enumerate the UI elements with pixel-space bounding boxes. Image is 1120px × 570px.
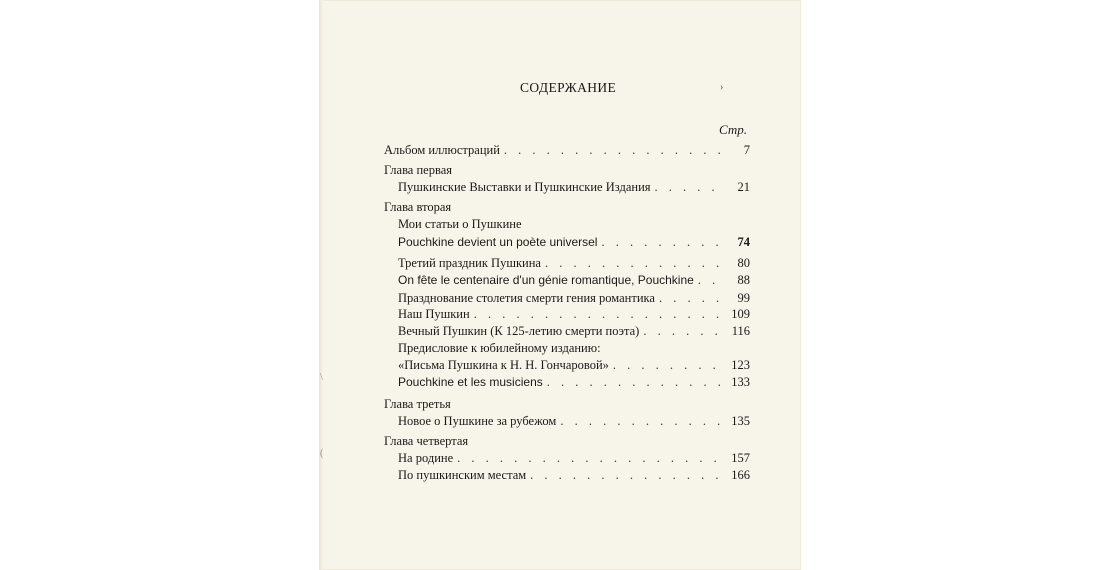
toc-entry-title: «Письма Пушкина к Н. Н. Гончаровой» [398, 358, 609, 372]
toc-entry [398, 467, 750, 483]
toc-entry [398, 234, 750, 250]
toc-entry-title: Наш Пушкин [398, 307, 470, 321]
toc-entry-page: 7 [743, 143, 750, 157]
toc-entry [398, 272, 750, 288]
toc-entry [398, 306, 750, 322]
toc-entry-title: Вечный Пушкин (К 125-летию смерти поэта) [398, 324, 640, 338]
toc-subheading [398, 216, 750, 232]
page-gutter-shadow [319, 0, 323, 570]
toc-entry [398, 255, 750, 271]
toc-entry-page: 157 [731, 451, 750, 465]
toc-entry-page: 133 [731, 375, 750, 389]
toc-entry-page: 99 [737, 291, 750, 305]
leader-dots [560, 413, 724, 429]
corner-mark: › [720, 82, 724, 93]
toc-entry-page: 109 [731, 307, 750, 321]
toc-entry-title: Третий праздник Пушкина [398, 256, 541, 270]
toc-entry [398, 357, 750, 373]
toc-entry-page: 123 [731, 358, 750, 372]
toc-entry-title: Новое о Пушкине за рубежом [398, 414, 557, 428]
toc-entry-title: Pouchkine devient un poète universel [398, 235, 598, 249]
toc-entry-title: Пушкинские Выставки и Пушкинские Издания [398, 180, 651, 194]
margin-mark: \ [320, 372, 323, 383]
toc-chapter-heading [384, 396, 750, 412]
page-column-label: Стр. [719, 122, 747, 137]
toc-entry-title: On fête le centenaire d'un génie romantique, Pouchkine [398, 273, 694, 287]
leader-dots [601, 234, 724, 250]
toc-entry [398, 413, 750, 429]
toc-chapter-heading [384, 433, 750, 449]
toc-entry-title: Глава третья [384, 397, 451, 411]
toc-entry-title: Предисловие к юбилейному изданию: [398, 341, 601, 355]
toc-chapter-heading [384, 199, 750, 215]
leader-dots [655, 179, 724, 195]
toc-entry-title: На родине [398, 451, 454, 465]
leader-dots [530, 467, 724, 483]
toc-entry [398, 374, 750, 390]
toc-entry [398, 323, 750, 339]
leader-dots [545, 255, 724, 271]
toc-entry-title: Мои статьи о Пушкине [398, 217, 522, 231]
toc-entry-page: 80 [737, 256, 750, 270]
toc-entry-title: Альбом иллюстраций [384, 143, 500, 157]
toc-subheading [398, 340, 750, 356]
toc-entry-title: По пушкинским местам [398, 468, 527, 482]
toc-entry-page: 74 [737, 235, 750, 249]
toc-entry-title: Глава вторая [384, 200, 452, 214]
toc-entry-title: Pouchkine et les musiciens [398, 375, 543, 389]
leader-dots [474, 306, 724, 322]
leader-dots [457, 450, 724, 466]
toc-entry-page: 166 [731, 468, 750, 482]
leader-dots [504, 142, 724, 158]
toc-entry-page: 135 [731, 414, 750, 428]
page-title: СОДЕРЖАНИЕ [520, 80, 617, 95]
leader-dots [547, 374, 724, 390]
margin-mark: ( [320, 448, 324, 459]
toc-entry [398, 290, 750, 306]
toc-entry [398, 450, 750, 466]
leader-dots [643, 323, 724, 339]
toc-entry-page: 116 [731, 324, 750, 338]
toc-entry-title: Глава четвертая [384, 434, 469, 448]
toc-entry [384, 142, 750, 158]
toc-entry-title: Празднование столетия смерти гения романтика [398, 291, 655, 305]
toc-entry [398, 179, 750, 195]
toc-entry-page: 88 [737, 273, 750, 287]
toc-entry-title: Глава первая [384, 163, 453, 177]
leader-dots [698, 272, 724, 288]
leader-dots [659, 290, 724, 306]
toc-chapter-heading [384, 162, 750, 178]
toc-entry-page: 21 [737, 180, 750, 194]
leader-dots [613, 357, 724, 373]
